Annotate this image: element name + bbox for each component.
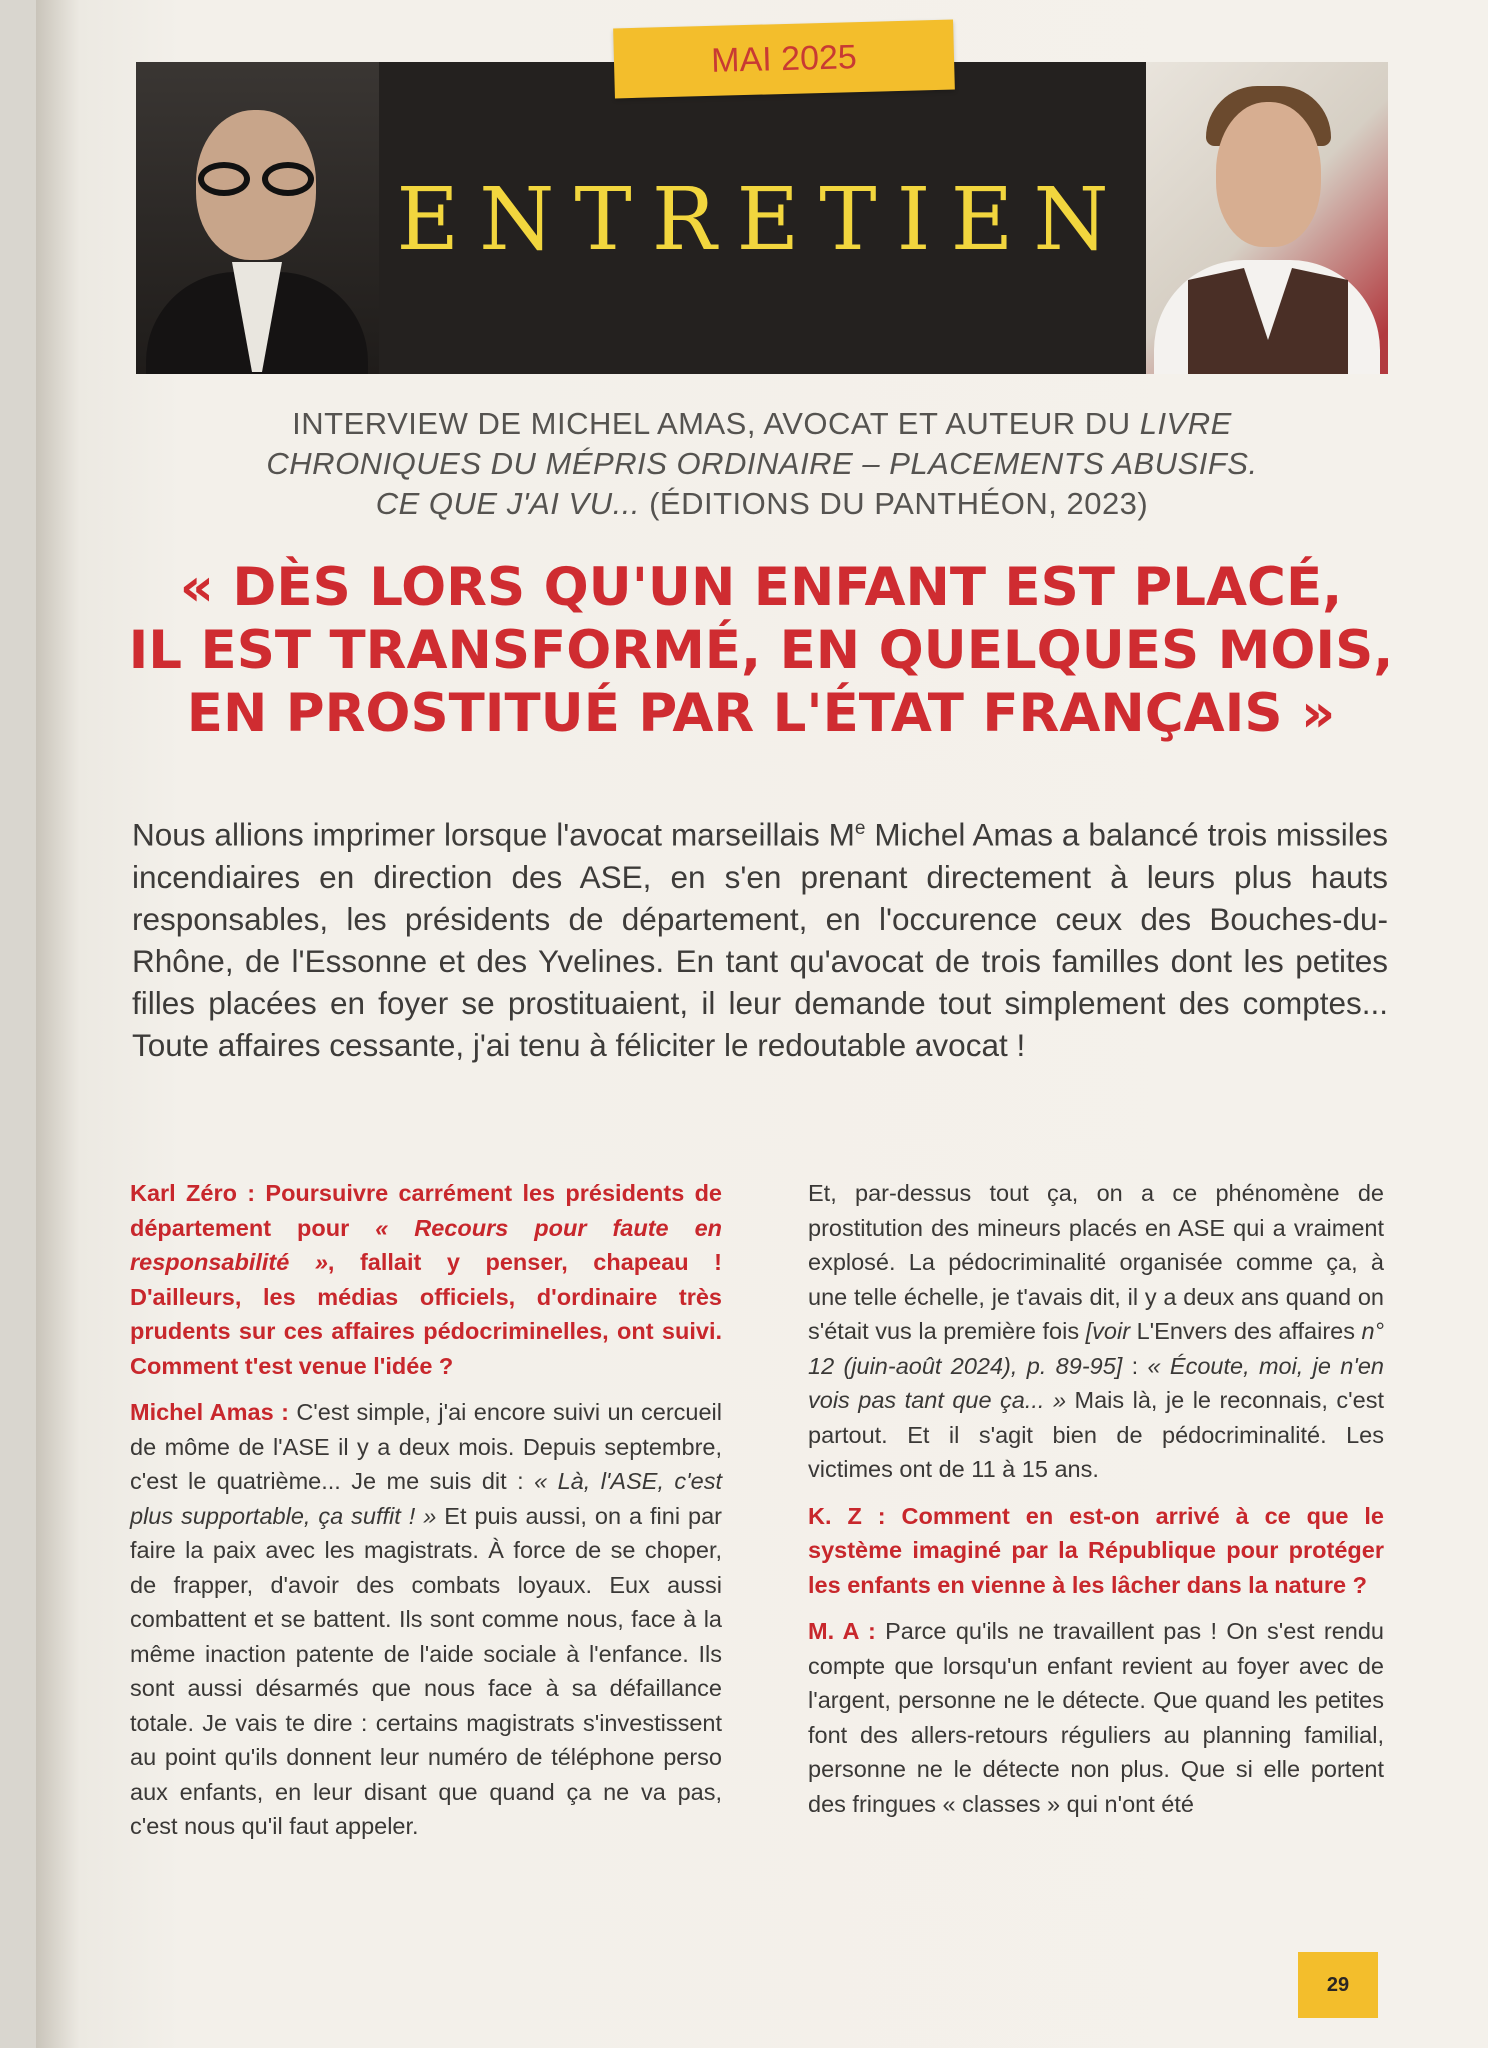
lead-text: e <box>854 818 866 839</box>
headline-quote <box>116 556 1406 745</box>
headline-line: IL EST TRANSFORMÉ, EN QUELQUES MOIS, <box>128 620 1394 681</box>
header-banner <box>136 62 1388 374</box>
book-title: CHRONIQUES DU MÉPRIS ORDINAIRE – PLACEMENTS ABUSIFS. <box>266 446 1258 481</box>
headline-line: EN PROSTITUÉ PAR L'ÉTAT FRANÇAIS » <box>186 683 1336 744</box>
book-title: CE QUE J'AI VU... <box>375 486 640 521</box>
intro-text: LIVRE <box>1139 406 1232 441</box>
article-column-right <box>808 1176 1384 1833</box>
lead-text: Michel Amas a balancé trois missiles incendiaires en direction des ASE, en s'en prenant directement à leurs plus hauts responsables, les présidents de département, en l'occurence ceux des Bouches-du-Rhône, de l'Essonne et des Yvelines. En tant qu'avocat de trois familles dont les petites filles placées en foyer se prostituaient, il leur demande tout simplement des comptes... Toute affaires cessante, j'ai tenu à féliciter le redoutable avocat ! <box>132 816 1388 1063</box>
article-column-left <box>130 1176 722 1856</box>
question: K. Z : Comment en est-on arrivé à ce que le système imaginé par la République pour protéger les enfants en vienne à les lâcher dans la nature ? <box>808 1502 1384 1598</box>
portrait-man-glasses-icon <box>136 62 379 374</box>
intro-text: INTERVIEW DE MICHEL AMAS, AVOCAT ET AUTEUR DU <box>292 406 1140 441</box>
headline-line: « DÈS LORS QU'UN ENFANT EST PLACÉ, <box>179 557 1343 618</box>
answer: Michel Amas : C'est simple, j'ai encore suivi un cercueil de môme de l'ASE il y a deux mois. Depuis septembre, c'est le quatrième... Je me suis dit : « Là, l'ASE, c'est plus supportable, ça suffit ! » Et puis aussi, on a fini par faire la paix avec les magistrats. À force de se choper, de frapper, d'avoir des combats loyaux. Eux aussi combattent et se battent. Ils sont comme nous, face à la même inaction patente de l'aide sociale à l'enfance. Ils sont aussi désarmés que nous face à sa défaillance totale. Je vais te dire : certains magistrats s'investissent au point qu'ils donnent leur numéro de téléphone perso aux enfants, en leur disant que quand ça ne va pas, c'est nous qu'il faut appeler. <box>130 1399 722 1839</box>
lead-paragraph <box>132 808 1388 1066</box>
speaker-name: M. A : <box>808 1618 876 1644</box>
intro-text: (ÉDITIONS DU PANTHÉON, 2023) <box>639 486 1149 521</box>
question: Karl Zéro : Poursuivre carrément les présidents de département pour « Recours pour faute en responsabilité », fallait y penser, chapeau ! D'ailleurs, les médias officiels, d'ordinaire très prudents sur ces affaires pédocriminelles, ont suivi. Comment t'est venue l'idée ? <box>130 1180 722 1379</box>
portrait-man-icon <box>1146 62 1388 374</box>
page-number: 29 <box>1298 1952 1378 2018</box>
interview-intro <box>136 404 1388 524</box>
answer: M. A : Parce qu'ils ne travaillent pas ! On s'est rendu compte que lorsqu'un enfant revient au foyer avec de l'argent, personne ne le détecte. Que quand les petites font des allers-retours réguliers au planning familial, personne ne le détecte non plus. Que si elle portent des fringues « classes » qui n'ont été <box>808 1618 1385 1817</box>
date-tag: MAI 2025 <box>613 20 955 99</box>
section-title: ENTRETIEN <box>396 170 1129 270</box>
magazine-page <box>36 0 1488 2048</box>
lead-text: Nous allions imprimer lorsque l'avocat marseillais M <box>132 816 855 853</box>
answer-continued: Et, par-dessus tout ça, on a ce phénomène de prostitution des mineurs placés en ASE qui a vraiment explosé. La pédocriminalité organisée comme ça, à une telle échelle, je t'avais dit, il y a deux ans quand on s'était vus la première fois [voir L'Envers des affaires n° 12 (juin-août 2024), p. 89-95] : « Écoute, moi, je n'en vois pas tant que ça... » Mais là, je le reconnais, c'est partout. Et il s'agit bien de pédocriminalité. Les victimes ont de 11 à 15 ans. <box>808 1180 1384 1482</box>
speaker-name: Michel Amas : <box>130 1399 289 1425</box>
